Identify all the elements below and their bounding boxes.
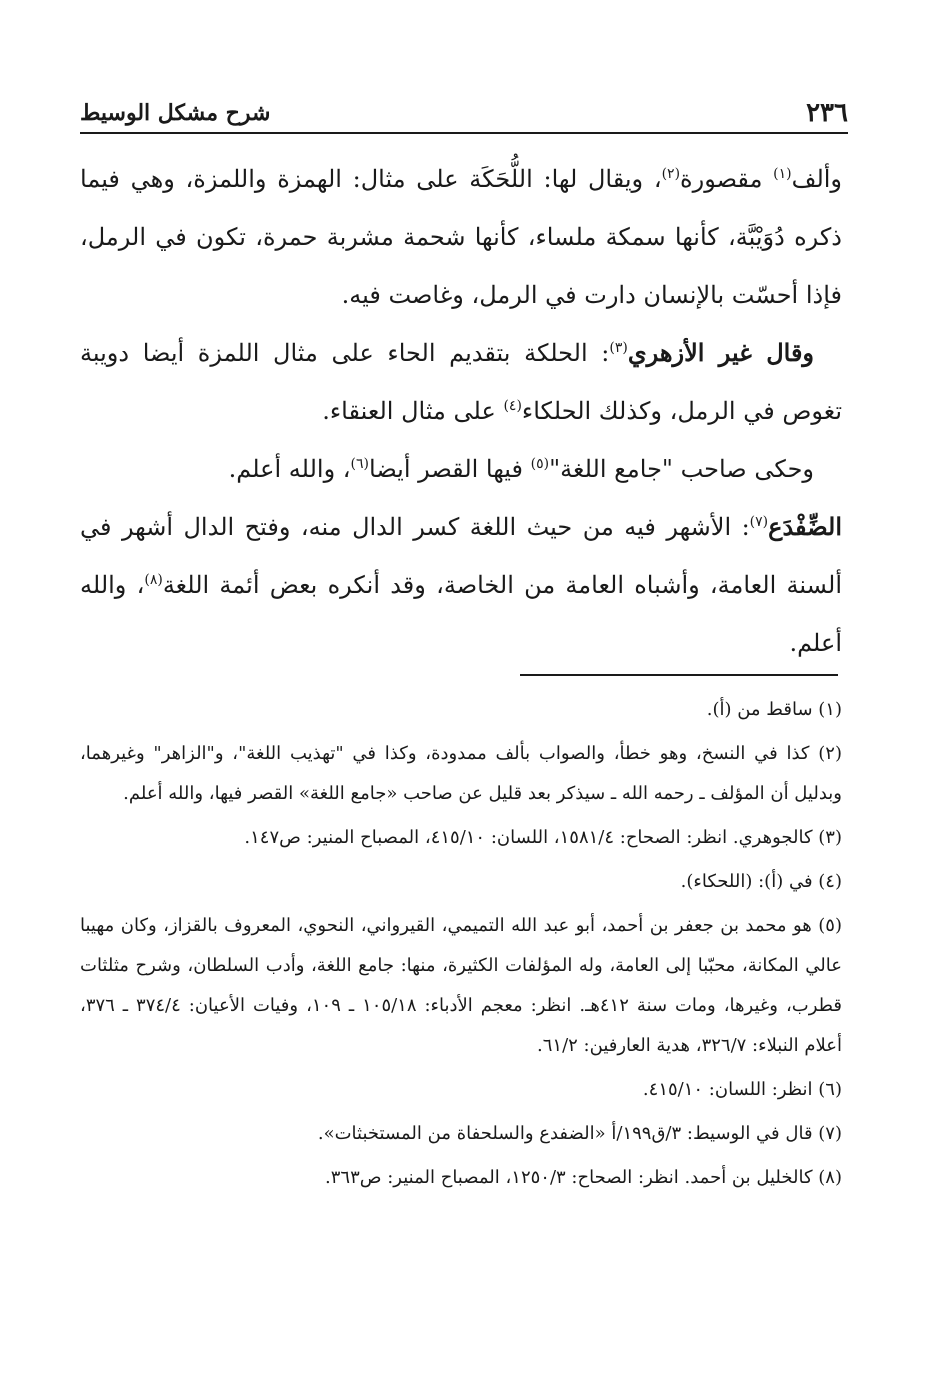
- p3-text-b: فيها القصر أيضا: [369, 455, 531, 483]
- p4-bold-lead: الضِّفْدَع: [768, 512, 842, 541]
- p4-text-a: : الأشهر فيه من حيث اللغة كسر الدال منه، وفتح الدال أشهر في ألسنة العامة، وأشباه العامة من الخاصة، وقد أنكره بعض أئمة اللغة: [80, 513, 842, 599]
- footnote-7: (٧) قال في الوسيط: ٣/ق١٩٩/أ «الضفدع والسلحفاة من المستخبثات».: [317, 1123, 842, 1144]
- footnote-ref-1: (١): [773, 166, 792, 182]
- main-text: [80, 150, 842, 672]
- paragraph-3: [80, 440, 842, 498]
- page-number: ٢٣٦: [806, 98, 848, 128]
- footnote-ref-2: (٢): [661, 166, 681, 182]
- footnote-3: (٣) كالجوهري. انظر: الصحاح: ١٥٨١/٤، اللسان: ٤١٥/١٠، المصباح المنير: ص١٤٧.: [244, 827, 842, 848]
- footnote-6: (٦) انظر: اللسان: ٤١٥/١٠.: [642, 1079, 842, 1100]
- footnote-2: (٢) كذا في النسخ، وهو خطأ، والصواب بألف ممدودة، وكذا في "تهذيب اللغة"، و"الزاهر" وغيرهما، وبدليل أن المؤلف ـ رحمه الله ـ سيذكر بعد قليل عن صاحب «جامع اللغة» القصر فيها، والله أعلم.: [80, 743, 842, 804]
- p2-bold-lead: وقال غير الأزهري: [627, 338, 815, 367]
- book-title: شرح مشكل الوسيط: [80, 100, 271, 126]
- p3-text-a: وحكى صاحب "جامع اللغة": [549, 455, 814, 483]
- footnote-ref-8: (٨): [144, 572, 163, 588]
- footnote-ref-3: (٣): [609, 340, 628, 356]
- running-header: [80, 96, 848, 134]
- p4-text-b: ، والله أعلم.: [80, 571, 842, 657]
- p2-text-b: على مثال العنقاء.: [322, 397, 504, 425]
- footnote-8: (٨) كالخليل بن أحمد. انظر: الصحاح: ١٢٥٠/٣، المصباح المنير: ص٣٦٣.: [325, 1167, 842, 1188]
- p1-text-a: وألف: [791, 165, 843, 193]
- p3-text-c: ، والله أعلم.: [228, 455, 351, 483]
- footnote-5: (٥) هو محمد بن جعفر بن أحمد، أبو عبد الله التميمي، القيرواني، النحوي، المعروف بالقزاز، وكان مهيبا عالي المكانة، محبّبا إلى العامة، وله المؤلفات الكثيرة، منها: جامع اللغة، وأدب السلطان، وشرح مثلثات قطرب، وغيرها، ومات سنة ٤١٢هـ. انظر: معجم الأدباء: ١٠٥/١٨ ـ ١٠٩، وفيات الأعيان: ٣٧٤/٤ ـ ٣٧٦، أعلام النبلاء: ٣٢٦/٧، هدية العارفين: ٦١/٢.: [80, 915, 842, 1056]
- paragraph-1: [80, 150, 842, 324]
- footnote-ref-6: (٦): [350, 456, 370, 472]
- paragraph-2: [80, 324, 842, 440]
- p1-text-b: مقصورة: [680, 165, 774, 193]
- footnotes: [80, 690, 842, 1202]
- p2-text-a: : الحلكة بتقديم الحاء على مثال اللمزة أيضا دويبة تغوص في الرمل، وكذلك الحلكاء: [80, 339, 842, 425]
- p1-text-c: ، ويقال لها: اللُّحَكَة على مثال: الهمزة واللمزة، وهي فيما ذكره دُوَيْبَّة، كأنها سمكة ملساء، كأنها شحمة مشربة حمرة، تكون في الرمل، فإذا أحسّت بالإنسان دارت في الرمل، وغاصت فيه.: [80, 165, 842, 309]
- footnote-ref-4: (٤): [503, 398, 522, 414]
- footnote-ref-5: (٥): [530, 456, 550, 472]
- footnote-ref-7: (٧): [749, 514, 769, 530]
- footnote-4: (٤) في (أ): (اللحكاء).: [680, 871, 842, 892]
- footnote-1: (١) ساقط من (أ).: [706, 699, 842, 720]
- footnote-separator: [520, 674, 838, 676]
- paragraph-4: [80, 498, 842, 672]
